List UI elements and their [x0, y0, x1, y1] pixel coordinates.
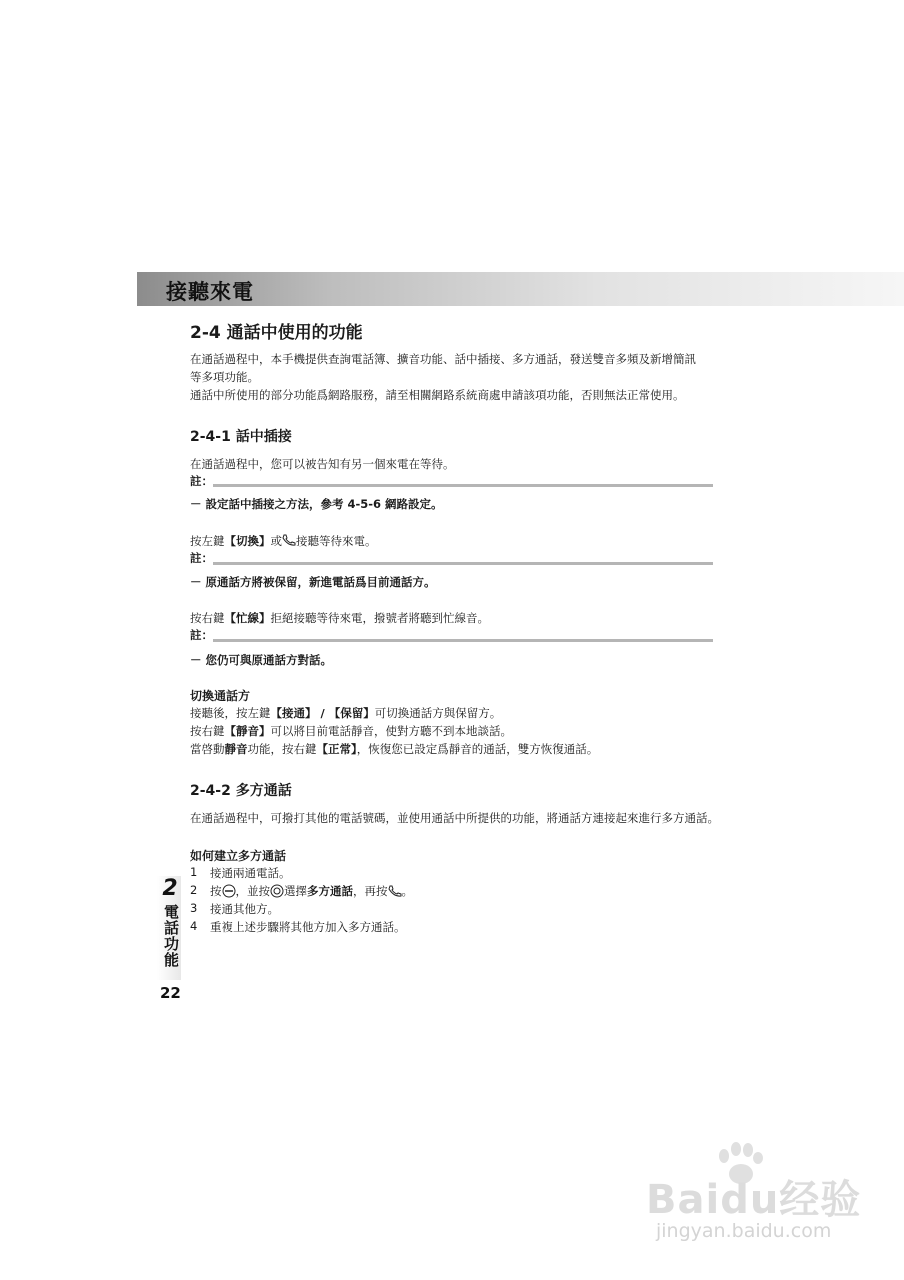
- text: 拒絕接聽等待來電，撥號者將聽到忙線音。: [270, 611, 489, 625]
- text: 接聽後，按左鍵: [190, 706, 271, 720]
- note-label-1: 註：: [190, 474, 213, 488]
- intro-line-3: 通話中所使用的部分功能爲網路服務，請至相關網路系統商處申請該項功能，否則無法正常使用。: [190, 388, 685, 402]
- call-waiting-line-3: [190, 610, 489, 626]
- how-to-title: 如何建立多方通話: [190, 849, 287, 863]
- connect-key-label: 【接通】: [270, 706, 317, 720]
- step-number: 3: [190, 901, 198, 915]
- intro-line-1: 在通話過程中，本手機提供查詢電話簿、擴音功能、話中插接、多方通話，發送雙音多頻及新增簡訊: [190, 352, 696, 366]
- normal-key-label: 【正常】: [316, 742, 357, 756]
- watermark-logo: Baidu经验: [646, 1177, 862, 1223]
- note-text-2: － 原通話方將被保留，新進電話爲目前通話方。: [190, 575, 436, 589]
- subsection-call-waiting-title: 2-4-1 話中插接: [190, 429, 292, 445]
- conference-label: 多方通話: [307, 884, 353, 898]
- text: 按: [210, 884, 222, 898]
- step-number: 4: [190, 919, 198, 933]
- busy-key-label: 【忙線】: [224, 611, 271, 625]
- call-handset-icon: [282, 534, 296, 550]
- step-text: [210, 883, 413, 901]
- chapter-label: 電話功能: [162, 904, 180, 968]
- chapter-number: 2: [162, 876, 178, 901]
- hold-key-label: 【保留】: [328, 706, 375, 720]
- switch-line-1: [190, 705, 501, 721]
- switch-parties-title: 切換通話方: [190, 689, 251, 703]
- note-text-3: － 您仍可與原通話方對話。: [190, 653, 333, 667]
- text: ，再按: [353, 884, 388, 898]
- mute-label: 靜音: [224, 742, 248, 756]
- text: 可以將目前電話靜音，使對方聽不到本地談話。: [270, 724, 512, 738]
- section-title: 2-4 通話中使用的功能: [190, 323, 363, 343]
- step-text: 接通兩通電話。: [210, 866, 291, 880]
- text: ，並按: [235, 884, 270, 898]
- conference-line-1: 在通話過程中，可撥打其他的電話號碼，並使用通話中所提供的功能，將通話方連接起來進行多方通話。: [190, 811, 719, 825]
- text: 。: [401, 884, 413, 898]
- call-handset-icon: [388, 885, 402, 900]
- note-rule-2: [213, 562, 713, 565]
- menu-key-icon: [222, 884, 236, 901]
- watermark-url: jingyan.baidu.com: [656, 1220, 832, 1242]
- note-label-3: 註：: [190, 628, 213, 642]
- note-rule-3: [213, 639, 713, 642]
- text: 按右鍵: [190, 724, 225, 738]
- separator: /: [316, 706, 329, 720]
- switch-key-label: 【切換】: [224, 534, 271, 548]
- note-label-2: 註：: [190, 551, 213, 565]
- page-title: 接聽來電: [166, 280, 254, 304]
- switch-line-2: [190, 723, 512, 739]
- nav-key-icon: [270, 884, 284, 901]
- text: 當啓動: [190, 742, 225, 756]
- text: 選擇: [284, 884, 307, 898]
- text: ，恢復您已設定爲靜音的通話，雙方恢復通話。: [356, 742, 599, 756]
- step-text: 重複上述步驟將其他方加入多方通話。: [210, 920, 406, 934]
- note-text-1: － 設定話中插接之方法，參考 4-5-6 網路設定。: [190, 497, 443, 511]
- call-waiting-line-1: 在通話過程中，您可以被告知有另一個來電在等待。: [190, 457, 455, 471]
- step-number: 1: [190, 865, 198, 879]
- subsection-conference-title: 2-4-2 多方通話: [190, 783, 292, 799]
- text: 或: [270, 534, 282, 548]
- note-rule-1: [213, 484, 713, 487]
- mute-key-label: 【靜音】: [224, 724, 271, 738]
- intro-line-2: 等多項功能。: [190, 370, 259, 384]
- text: 可切換通話方與保留方。: [374, 706, 502, 720]
- step-number: 2: [190, 883, 198, 897]
- text: 按右鍵: [190, 611, 225, 625]
- page-number: 22: [160, 984, 181, 1002]
- text: 接聽等待來電。: [296, 534, 377, 548]
- switch-line-3: [190, 741, 598, 757]
- text: 功能，按右鍵: [247, 742, 317, 756]
- call-waiting-line-2: [190, 533, 377, 550]
- text: 按左鍵: [190, 534, 225, 548]
- step-text: 接通其他方。: [210, 902, 279, 916]
